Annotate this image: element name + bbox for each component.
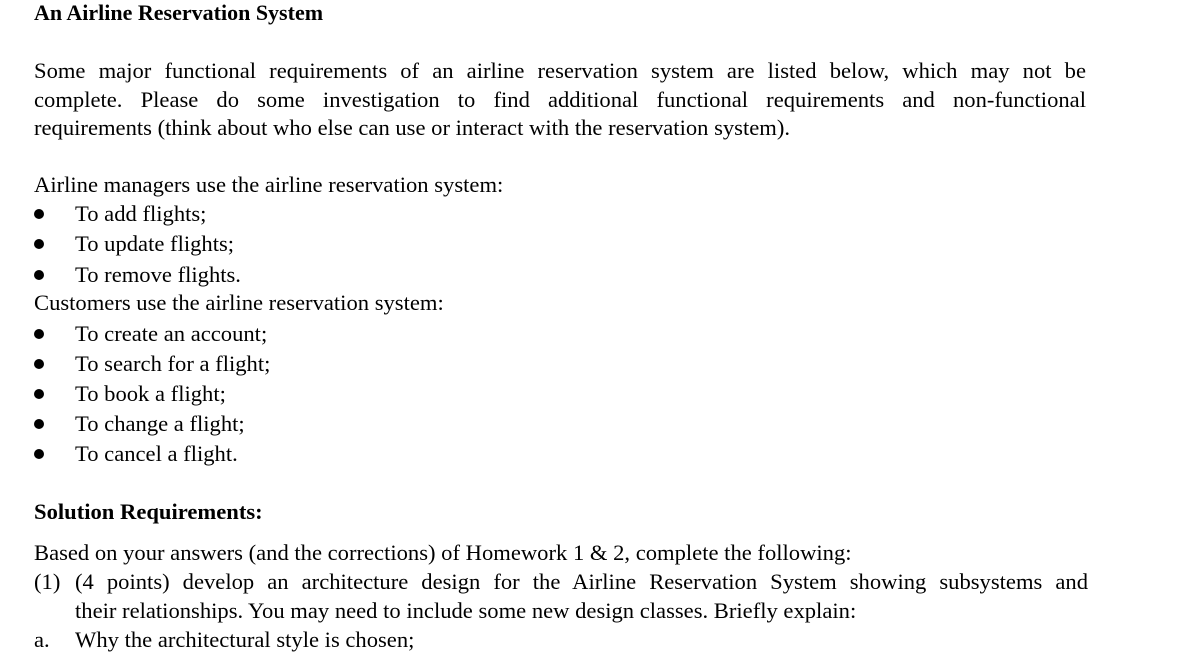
numbered-item-line: (4 points) develop an architecture design for the Airline Reservation System showing subsystems and: [75, 569, 1088, 594]
bullet-icon: [34, 270, 44, 280]
bullet-icon: [34, 239, 44, 249]
intro-line: complete. Please do some investigation to find additional functional requirements and non-functional: [34, 86, 1086, 112]
list-item-text: To search for a flight;: [75, 351, 271, 376]
list-item-text: To add flights;: [75, 201, 207, 226]
solution-heading: Solution Requirements:: [34, 499, 263, 524]
managers-heading: Airline managers use the airline reservation system:: [34, 172, 504, 197]
bullet-icon: [34, 389, 44, 399]
sub-item-text: Why the architectural style is chosen;: [75, 627, 415, 652]
bullet-icon: [34, 419, 44, 429]
solution-lead: Based on your answers (and the corrections) of Homework 1 & 2, complete the following:: [34, 540, 852, 565]
intro-line: requirements (think about who else can use or interact with the reservation system).: [34, 115, 791, 140]
list-item-text: To create an account;: [75, 321, 268, 346]
sub-item-label: a.: [34, 627, 50, 652]
bullet-icon: [34, 329, 44, 339]
bullet-icon: [34, 359, 44, 369]
list-item-text: To cancel a flight.: [75, 441, 238, 466]
intro-line: Some major functional requirements of an airline reservation system are listed below, which may not be: [34, 58, 1086, 83]
list-item-text: To change a flight;: [75, 411, 245, 436]
numbered-item-body: [75, 568, 1088, 625]
list-item-text: To book a flight;: [75, 381, 226, 406]
intro-paragraph: [34, 57, 1086, 143]
list-item-text: To update flights;: [75, 231, 235, 256]
customers-heading: Customers use the airline reservation system:: [34, 290, 444, 315]
bullet-icon: [34, 209, 44, 219]
item-number: (1): [34, 569, 61, 594]
list-item-text: To remove flights.: [75, 262, 241, 287]
document-title: An Airline Reservation System: [34, 0, 324, 25]
bullet-icon: [34, 449, 44, 459]
numbered-item-line: their relationships. You may need to include some new design classes. Briefly explain:: [75, 597, 857, 623]
